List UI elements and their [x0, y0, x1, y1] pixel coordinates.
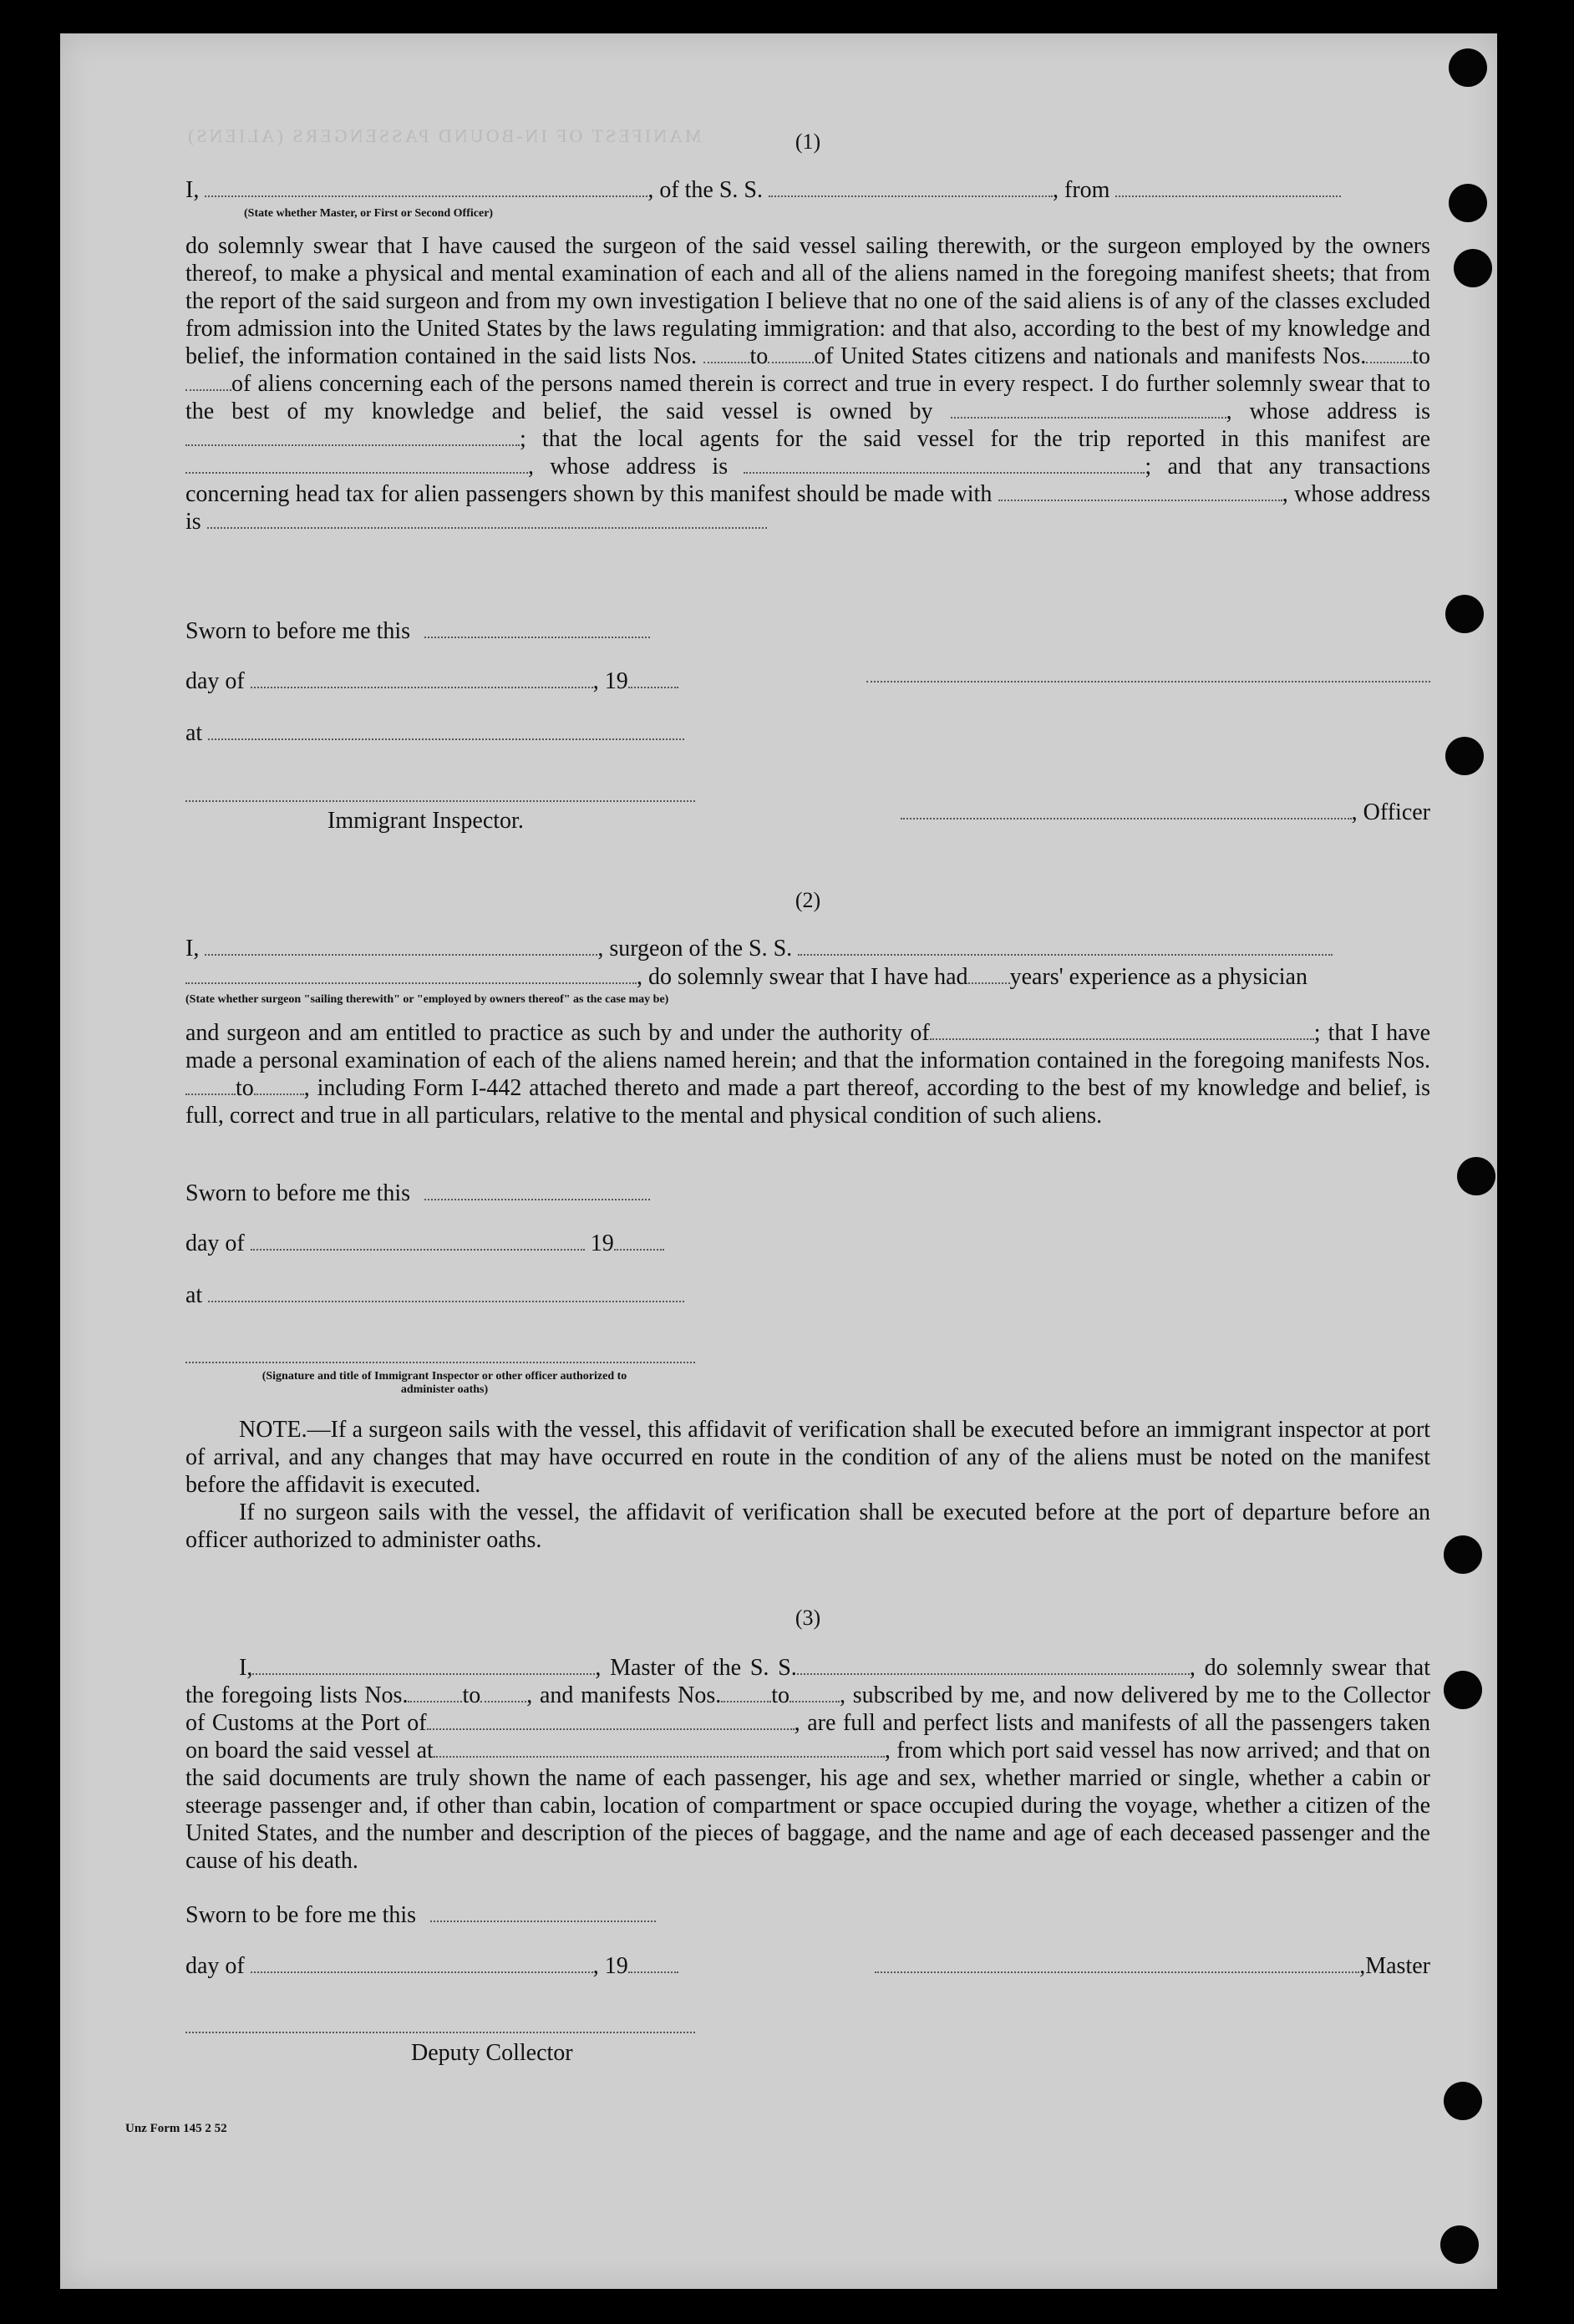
day-line: day of 19	[185, 1231, 664, 1257]
master-declaration-line: I, , of the S. S. , from	[185, 177, 1430, 204]
experience-line: , do solemnly swear that I have had years' experience as a physician	[185, 964, 1430, 991]
note-paragraph: NOTE.—If a surgeon sails with the vessel, this affidavit of verification shall be executed before an immigrant inspector at port of arrival, and any changes that may have occurred en route in the condition of any of the aliens must be noted on the manifest before the affidavit is executed. If no surgeon sails with the vessel, the affidavit of verification shall be executed before at the port of departure before an officer authorized to administer oaths.	[185, 1417, 1430, 1553]
day-line: day of , 19	[185, 668, 678, 695]
punch-hole	[1457, 1157, 1495, 1195]
at-line: at	[185, 720, 684, 747]
punch-hole	[1449, 184, 1487, 222]
officer-caption: (State whether Master, or First or Second Officer)	[244, 207, 494, 220]
sworn-line: Sworn to be fore me this	[185, 1902, 656, 1929]
punch-hole	[1454, 249, 1492, 287]
signature-line	[866, 681, 1430, 682]
surgeon-line: I, , surgeon of the S. S.	[185, 936, 1430, 962]
punch-hole	[1445, 595, 1484, 633]
immigrant-inspector-label: Immigrant Inspector.	[327, 808, 524, 834]
punch-hole	[1445, 737, 1484, 775]
punch-hole	[1444, 2082, 1482, 2120]
sworn-line: Sworn to before me this	[185, 618, 650, 645]
section-number: (3)	[795, 1606, 821, 1630]
master-oath-paragraph: I, , Master of the S. S. , do solemnly swear that the foregoing lists Nos. to , and manifests Nos. to , subscribed by me, and now delivered by me to the Collector of Customs at the Port of , are full and perfect lists and manifests of all the passengers taken on board the said vessel at , from which port said vessel has now arrived; and that on the said documents are truly shown the name of each passenger, his age and sex, whether married or single, whether a cabin or steerage passenger and, if other than cabin, location of compartment or space occupied during the voyage, whether a citizen of the United States, and the number and description of the pieces of baggage, and the name and age of each deceased passenger and the cause of his death.	[185, 1655, 1431, 1874]
document-page	[60, 33, 1497, 2289]
signature-caption: (Signature and title of Immigrant Inspector or other officer authorized to administer oaths)	[261, 1370, 627, 1396]
at-line: at	[185, 1282, 684, 1309]
day-line: day of , 19	[185, 1953, 678, 1980]
bleed-through-text: MANIFEST OF IN-BOUND PASSENGERS (ALIENS)	[185, 125, 702, 146]
form-number: Unz Form 145 2 52	[125, 2122, 227, 2135]
surgeon-caption: (State whether surgeon "sailing therewith" or "employed by owners thereof" as the case may be)	[185, 993, 669, 1006]
section-number: (2)	[795, 888, 821, 912]
surgeon-oath-paragraph: and surgeon and am entitled to practice as such by and under the authority of ; that I have made a personal examination of each of the aliens named herein; and that the information contained in the foregoing manifests Nos.to , including Form I-442 attached thereto and made a part thereof, according to the best of my knowledge and belief, is full, correct and true in all particulars, relative to the mental and physical condition of such aliens.	[185, 1020, 1430, 1129]
officer-signature: , Officer	[887, 799, 1430, 826]
punch-hole	[1444, 1671, 1482, 1709]
punch-hole	[1449, 48, 1487, 87]
punch-hole	[1440, 2225, 1479, 2264]
punch-hole	[1444, 1535, 1482, 1574]
section-number: (1)	[795, 129, 821, 154]
oath-paragraph: do solemnly swear that I have caused the surgeon of the said vessel sailing therewith, or the surgeon employed by the owners thereof, to make a physical and mental examination of each and all of the aliens named in the foregoing manifest sheets; that from the report of the said surgeon and from my own investigation I believe that no one of the said aliens is of any of the classes excluded from admission into the United States by the laws regulating immigration: and that also, according to the best of my knowledge and belief, the information contained in the said lists Nos. to of United States citizens and nationals and manifests Nos. toof aliens concerning each of the persons named therein is correct and true in every respect. I do further solemnly swear that to the best of my knowledge and belief, the said vessel is owned by , whose address is ; that the local agents for the said vessel for the trip reported in this manifest are , whose address is ; and that any transactions concerning head tax for alien passengers shown by this manifest should be made with , whose address is	[185, 233, 1431, 535]
sworn-line: Sworn to before me this	[185, 1180, 650, 1207]
deputy-collector-label: Deputy Collector	[411, 2040, 573, 2066]
master-signature: ,Master	[862, 1953, 1430, 1980]
